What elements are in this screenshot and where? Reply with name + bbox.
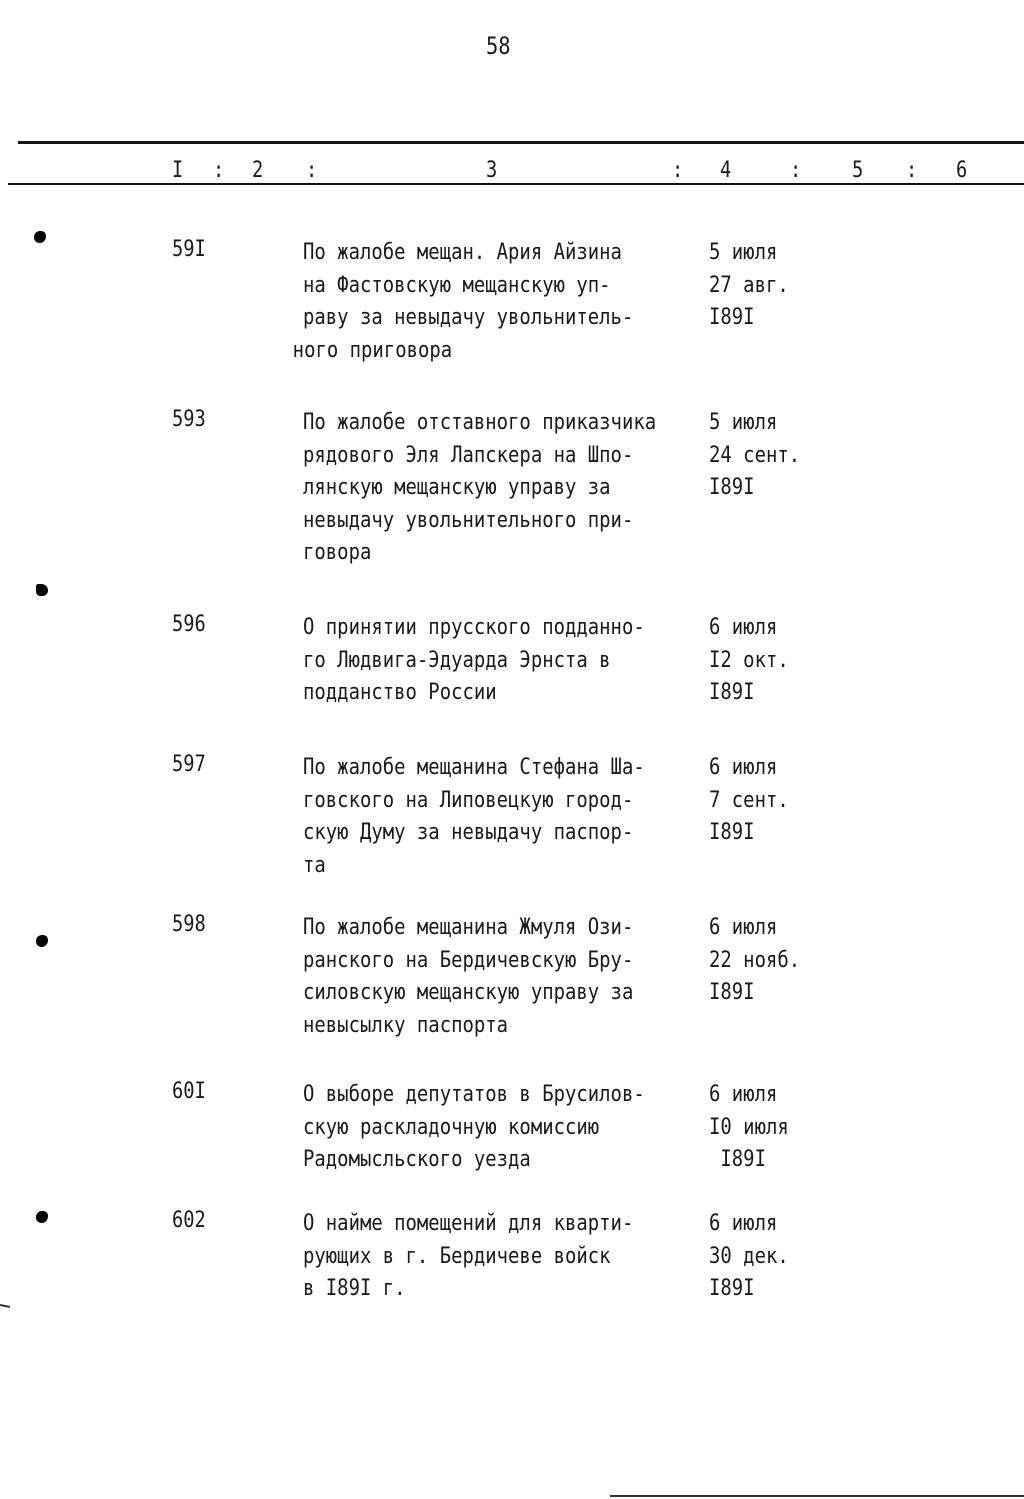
margin-mark [0,1304,10,1308]
entry-number: 598 [172,912,206,937]
page-number: 58 [486,32,511,60]
header-rule-top [18,141,1024,144]
entry-dates: 6 июля I0 июля I89I [709,1082,789,1172]
punch-hole-mark [36,1211,48,1223]
entry-description: О найме помещений для кварти- рующих в г. Бердичеве войск в I89I г. [303,1211,634,1301]
col-header-5: 5 [852,158,864,183]
entry-dates: 5 июля 27 авг. I89I [709,240,789,330]
col-sep: : [790,158,802,183]
col-header-1: I [172,158,184,183]
entry-description: По жалобе отставного приказчика рядового Эля Лапскера на Шпо- лянскую мещанскую управу за невыдачу увольнительного при- говора [303,410,657,565]
entry-description: О принятии прусского подданно- го Людвига-Эдуарда Эрнста в подданство России [303,615,645,705]
col-sep: : [306,158,318,183]
entry-number: 60I [172,1079,206,1104]
entry-dates: 6 июля 22 нояб. I89I [709,915,801,1005]
punch-hole-mark [36,935,48,947]
entry-description: О выборе депутатов в Брусилов- скую раскладочную комиссию Радомысльского уезда [303,1082,645,1172]
col-header-4: 4 [720,158,732,183]
entry-number: 596 [172,612,206,637]
col-header-6: 6 [956,158,968,183]
col-header-3: 3 [486,158,498,183]
col-sep: : [213,158,225,183]
entry-dates: 6 июля 30 дек. I89I [709,1211,789,1301]
header-rule-bottom [8,183,1024,185]
entry-description: По жалобе мещанина Жмуля Ози- ранского на Бердичевскую Бру- силовскую мещанскую управу за невысылку паспорта [303,915,634,1038]
entry-number: 593 [172,407,206,432]
entry-number: 59I [172,237,206,262]
col-sep: : [906,158,918,183]
entry-dates: 6 июля 7 сент. I89I [709,755,789,845]
entry-dates: 6 июля I2 окт. I89I [709,615,789,705]
punch-hole-mark [36,584,48,596]
entry-dates: 5 июля 24 сент. I89I [709,410,801,500]
entry-description: По жалобе мещан. Ария Айзина на Фастовскую мещанскую уп- раву за невыдачу увольнитель- ного приговора [292,240,634,363]
punch-hole-mark [34,231,46,243]
footer-rule [610,1495,1024,1497]
col-header-2: 2 [252,158,264,183]
entry-number: 602 [172,1208,206,1233]
entry-description: По жалобе мещанина Стефана Ша- говского на Липовецкую город- скую Думу за невыдачу паспор- та [303,755,645,878]
entry-number: 597 [172,752,206,777]
col-sep: : [672,158,684,183]
